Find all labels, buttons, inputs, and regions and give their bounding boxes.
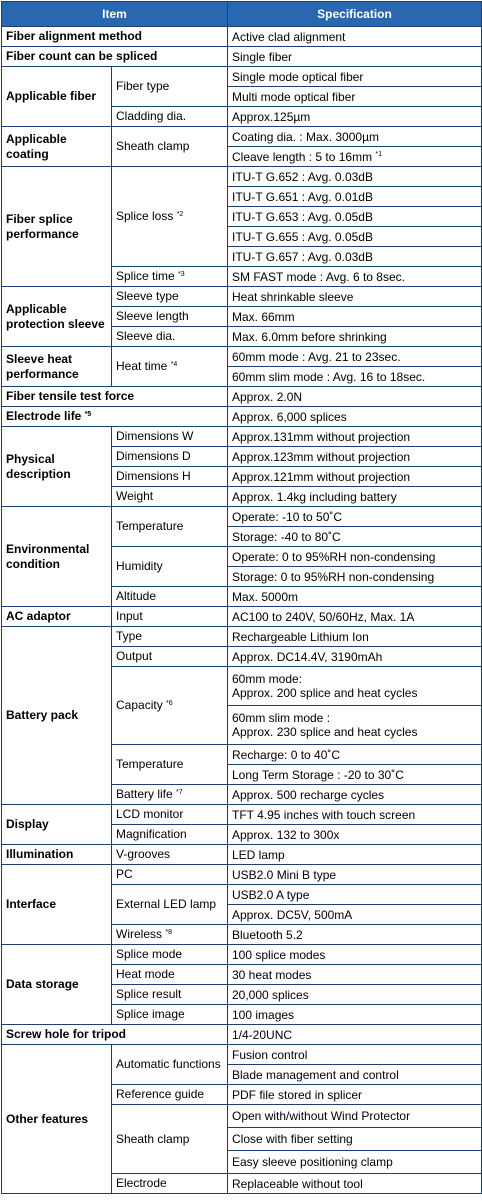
sub-item-label: Battery life $^{*7}$ bbox=[112, 785, 228, 805]
header-item: Item bbox=[2, 2, 228, 27]
spec-value: Max. 5000m bbox=[228, 587, 482, 607]
spec-value: USB2.0 A type bbox=[228, 885, 482, 905]
sub-item-label: Sleeve type bbox=[112, 287, 228, 307]
item-label: Fiber splice performance bbox=[2, 167, 112, 287]
item-label: Fiber tensile test force bbox=[2, 387, 228, 407]
spec-value: Operate: -10 to 50˚C bbox=[228, 507, 482, 527]
sub-item-label: Temperature bbox=[112, 507, 228, 547]
spec-value: SM FAST mode : Avg. 6 to 8sec. bbox=[228, 267, 482, 287]
spec-value: Approx. 6,000 splices bbox=[228, 407, 482, 427]
sub-item-label: Reference guide bbox=[112, 1085, 228, 1105]
spec-value: Open with/without Wind Protector bbox=[228, 1105, 482, 1128]
spec-value: 60mm slim mode : Avg. 16 to 18sec. bbox=[228, 367, 482, 387]
footnote-mark: *6 bbox=[166, 700, 173, 707]
sub-item-label: Cladding dia. bbox=[112, 107, 228, 127]
table-row bbox=[2, 67, 482, 87]
spec-value: Replaceable without tool bbox=[228, 1174, 482, 1194]
item-label: Other features bbox=[2, 1045, 112, 1194]
footnote-mark: *3 bbox=[178, 271, 185, 278]
spec-value: 20,000 splices bbox=[228, 985, 482, 1005]
spec-value: Max. 6.0mm before shrinking bbox=[228, 327, 482, 347]
sub-item-label: Sheath clamp bbox=[112, 127, 228, 167]
spec-value: Easy sleeve positioning clamp bbox=[228, 1151, 482, 1174]
item-label: Illumination bbox=[2, 845, 112, 865]
sub-item-label: Input bbox=[112, 607, 228, 627]
header-specification: Specification bbox=[228, 2, 482, 27]
spec-value: Operate: 0 to 95%RH non-condensing bbox=[228, 547, 482, 567]
spec-value: ITU-T G.655 : Avg. 0.05dB bbox=[228, 227, 482, 247]
sub-item-label: Capacity $^{*6}$ bbox=[112, 667, 228, 745]
sub-item-label: Heat time $^{*4}$ bbox=[112, 347, 228, 387]
spec-value: Single fiber bbox=[228, 47, 482, 67]
item-label: Environmental condition bbox=[2, 507, 112, 607]
table-row bbox=[2, 607, 482, 627]
item-label: Data storage bbox=[2, 945, 112, 1025]
spec-value: Active clad alignment bbox=[228, 27, 482, 47]
sub-item-label: Automatic functions bbox=[112, 1045, 228, 1085]
spec-value: 60mm mode : Avg. 21 to 23sec. bbox=[228, 347, 482, 367]
spec-value: LED lamp bbox=[228, 845, 482, 865]
sub-item-label: Splice image bbox=[112, 1005, 228, 1025]
sub-item-label: Splice loss $^{*2}$ bbox=[112, 167, 228, 267]
footnote-mark: *4 bbox=[170, 361, 178, 368]
spec-value: ITU-T G.652 : Avg. 0.03dB bbox=[228, 167, 482, 187]
footnote-mark: *8 bbox=[165, 929, 172, 936]
sub-item-label: Dimensions W bbox=[112, 427, 228, 447]
sub-item-label: Splice time $^{*3}$ bbox=[112, 267, 228, 287]
spec-value: 100 images bbox=[228, 1005, 482, 1025]
sub-item-label: Heat mode bbox=[112, 965, 228, 985]
sub-item-label: PC bbox=[112, 865, 228, 885]
sub-item-label: Dimensions D bbox=[112, 447, 228, 467]
sub-item-label: Magnification bbox=[112, 825, 228, 845]
spec-value: Storage: -40 to 80˚C bbox=[228, 527, 482, 547]
item-label: Fiber count can be spliced bbox=[2, 47, 228, 67]
table-row bbox=[2, 1045, 482, 1065]
spec-value: Single mode optical fiber bbox=[228, 67, 482, 87]
sub-item-label: Sheath clamp bbox=[112, 1105, 228, 1174]
footnote-mark: *7 bbox=[176, 789, 183, 796]
item-label: Display bbox=[2, 805, 112, 845]
table-row bbox=[2, 845, 482, 865]
spec-value: Multi mode optical fiber bbox=[228, 87, 482, 107]
item-label: Sleeve heat performance bbox=[2, 347, 112, 387]
sub-item-label: Type bbox=[112, 627, 228, 647]
spec-value: Recharge: 0 to 40˚C bbox=[228, 745, 482, 765]
footnote-mark: *2 bbox=[176, 211, 184, 218]
sub-item-label: Fiber type bbox=[112, 67, 228, 107]
sub-item-label: Output bbox=[112, 647, 228, 667]
footnote-mark: *1 bbox=[375, 150, 383, 158]
spec-value: Max. 66mm bbox=[228, 307, 482, 327]
spec-value: 60mm slim mode : Approx. 230 splice and heat cycles bbox=[228, 706, 482, 745]
spec-value: Approx. 132 to 300x bbox=[228, 825, 482, 845]
sub-item-label: LCD monitor bbox=[112, 805, 228, 825]
spec-value: Approx. DC5V, 500mA bbox=[228, 905, 482, 925]
spec-value: Storage: 0 to 95%RH non-condensing bbox=[228, 567, 482, 587]
item-label: Screw hole for tripod bbox=[2, 1025, 228, 1045]
table-row bbox=[2, 1025, 482, 1045]
item-label: Applicable coating bbox=[2, 127, 112, 167]
spec-value: ITU-T G.651 : Avg. 0.01dB bbox=[228, 187, 482, 207]
spec-value: Approx. 1.4kg including battery bbox=[228, 487, 482, 507]
table-row bbox=[2, 287, 482, 307]
sub-item-label: Electrode bbox=[112, 1174, 228, 1194]
table-row bbox=[2, 347, 482, 367]
spec-value: Approx.125µm bbox=[228, 107, 482, 127]
spec-table bbox=[1, 1, 482, 1194]
spec-value: Heat shrinkable sleeve bbox=[228, 287, 482, 307]
table-row bbox=[2, 507, 482, 527]
spec-value: Approx. DC14.4V, 3190mAh bbox=[228, 647, 482, 667]
spec-value: Fusion control bbox=[228, 1045, 482, 1065]
sub-item-label: Wireless $^{*8}$ bbox=[112, 925, 228, 945]
spec-value: 1/4-20UNC bbox=[228, 1025, 482, 1045]
item-label: Electrode life $^{*5}$ bbox=[2, 407, 228, 427]
spec-value: Approx. 500 recharge cycles bbox=[228, 785, 482, 805]
spec-value: Blade management and control bbox=[228, 1065, 482, 1085]
table-row bbox=[2, 805, 482, 825]
sub-item-label: Dimensions H bbox=[112, 467, 228, 487]
sub-item-label: External LED lamp bbox=[112, 885, 228, 925]
table-row bbox=[2, 627, 482, 647]
sub-item-label: Altitude bbox=[112, 587, 228, 607]
spec-value: Long Term Storage : -20 to 30˚C bbox=[228, 765, 482, 785]
table-row bbox=[2, 127, 482, 147]
sub-item-label: Temperature bbox=[112, 745, 228, 785]
item-label: Applicable protection sleeve bbox=[2, 287, 112, 347]
table-row bbox=[2, 27, 482, 47]
spec-value: ITU-T G.657 : Avg. 0.03dB bbox=[228, 247, 482, 267]
spec-value: Close with fiber setting bbox=[228, 1128, 482, 1151]
spec-value: ITU-T G.653 : Avg. 0.05dB bbox=[228, 207, 482, 227]
spec-value: Approx.131mm without projection bbox=[228, 427, 482, 447]
spec-value: Bluetooth 5.2 bbox=[228, 925, 482, 945]
table-row bbox=[2, 167, 482, 187]
spec-value: Approx. 2.0N bbox=[228, 387, 482, 407]
footnote-mark: *5 bbox=[84, 411, 92, 418]
table-row bbox=[2, 427, 482, 447]
spec-value: USB2.0 Mini B type bbox=[228, 865, 482, 885]
sub-item-label: Sleeve dia. bbox=[112, 327, 228, 347]
table-row bbox=[2, 47, 482, 67]
spec-value: 30 heat modes bbox=[228, 965, 482, 985]
item-label: Fiber alignment method bbox=[2, 27, 228, 47]
item-label: Battery pack bbox=[2, 627, 112, 805]
spec-value: Coating dia. : Max. 3000µm bbox=[228, 127, 482, 147]
sub-item-label: Weight bbox=[112, 487, 228, 507]
header-row bbox=[2, 2, 482, 27]
item-label: Applicable fiber bbox=[2, 67, 112, 127]
table-row bbox=[2, 387, 482, 407]
sub-item-label: Humidity bbox=[112, 547, 228, 587]
sub-item-label: Splice result bbox=[112, 985, 228, 1005]
spec-value: Approx.121mm without projection bbox=[228, 467, 482, 487]
spec-value: 60mm mode: Approx. 200 splice and heat cycles bbox=[228, 667, 482, 706]
spec-value: Approx.123mm without projection bbox=[228, 447, 482, 467]
sub-item-label: Splice mode bbox=[112, 945, 228, 965]
item-label: AC adaptor bbox=[2, 607, 112, 627]
table-row bbox=[2, 945, 482, 965]
spec-value: Cleave length : 5 to 16mm $^{*1}$ bbox=[228, 147, 482, 167]
item-label: Interface bbox=[2, 865, 112, 945]
spec-value: PDF file stored in splicer bbox=[228, 1085, 482, 1105]
spec-value: 100 splice modes bbox=[228, 945, 482, 965]
spec-value: AC100 to 240V, 50/60Hz, Max. 1A bbox=[228, 607, 482, 627]
sub-item-label: V-grooves bbox=[112, 845, 228, 865]
item-label: Physical description bbox=[2, 427, 112, 507]
sub-item-label: Sleeve length bbox=[112, 307, 228, 327]
table-row bbox=[2, 865, 482, 885]
table-row bbox=[2, 407, 482, 427]
spec-value: TFT 4.95 inches with touch screen bbox=[228, 805, 482, 825]
spec-value: Rechargeable Lithium Ion bbox=[228, 627, 482, 647]
